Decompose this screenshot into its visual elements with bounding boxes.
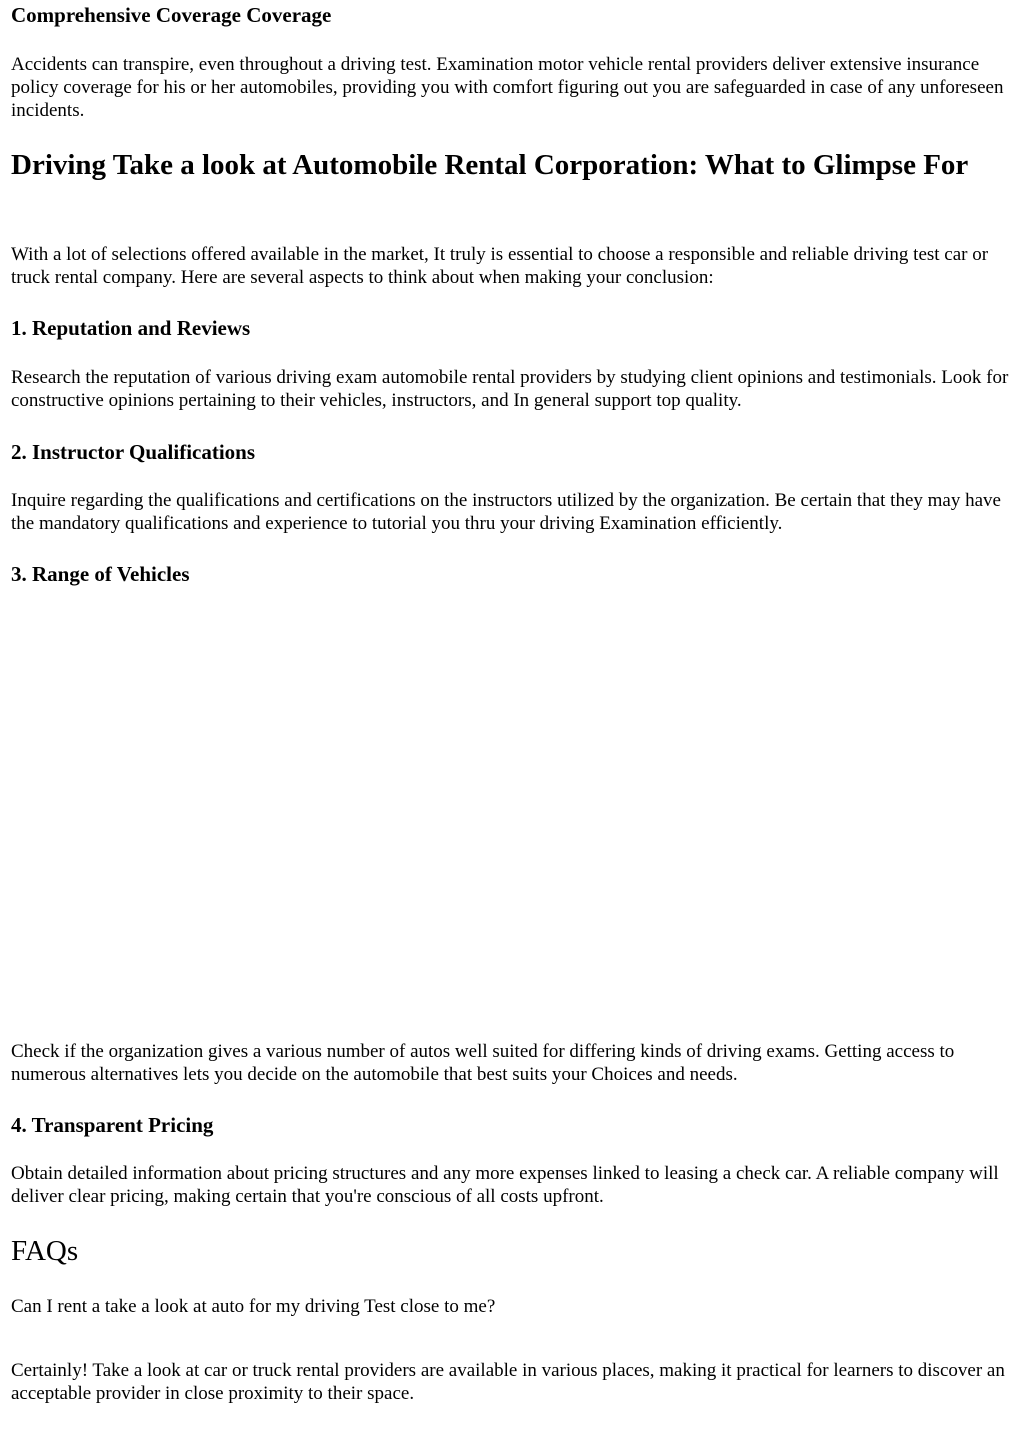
factor-body-vehicles: Check if the organization gives a various number of autos well suited for differing kinds of driving exams. Getting access to numerous alternatives lets you decide on the automobile that best suits your Choices and needs. [11,1041,955,1085]
factor-body-instructor: Inquire regarding the qualifications and certifications on the instructors utilized by the organization. Be certain that they may have the mandatory qualifications and experience to tutorial you thru your driving Examination efficiently. [11,490,1001,534]
faq-heading: FAQs [11,1235,79,1267]
main-heading: Driving Take a look at Automobile Rental Corporation: What to Glimpse For [11,149,969,181]
factor-body-reputation: Research the reputation of various driving exam automobile rental providers by studying client opinions and testimonials. Look for constructive opinions pertaining to their vehicles, instructors, and In general support top quality. [11,367,1009,411]
faq-question: Can I rent a take a look at auto for my driving Test close to me? [11,1296,496,1317]
section-body-coverage: Accidents can transpire, even throughout a driving test. Examination motor vehicle rental providers deliver extensive insurance policy coverage for his or her automobiles, providing you with comfort figuring out you are safeguarded in case of any unforeseen incidents. [11,54,1004,121]
factor-heading-pricing: 4. Transparent Pricing [11,1113,214,1137]
factor-heading-reputation: 1. Reputation and Reviews [11,316,251,340]
faq-answer: Certainly! Take a look at car or truck rental providers are available in various places, making it practical for learners to discover an acceptable provider in close proximity to their space. [11,1360,1005,1404]
intro-paragraph: With a lot of selections offered available in the market, It truly is essential to choose a responsible and reliable driving test car or truck rental company. Here are several aspects to think about when making your conclusion: [11,244,989,288]
factor-heading-instructor: 2. Instructor Qualifications [11,440,256,464]
factor-heading-vehicles: 3. Range of Vehicles [11,562,190,586]
blank-media-area [11,600,1017,1030]
factor-body-pricing: Obtain detailed information about pricing structures and any more expenses linked to leasing a check car. A reliable company will deliver clear pricing, making certain that you're conscious of all costs upfront. [11,1163,999,1207]
section-heading-coverage: Comprehensive Coverage Coverage [11,3,332,27]
